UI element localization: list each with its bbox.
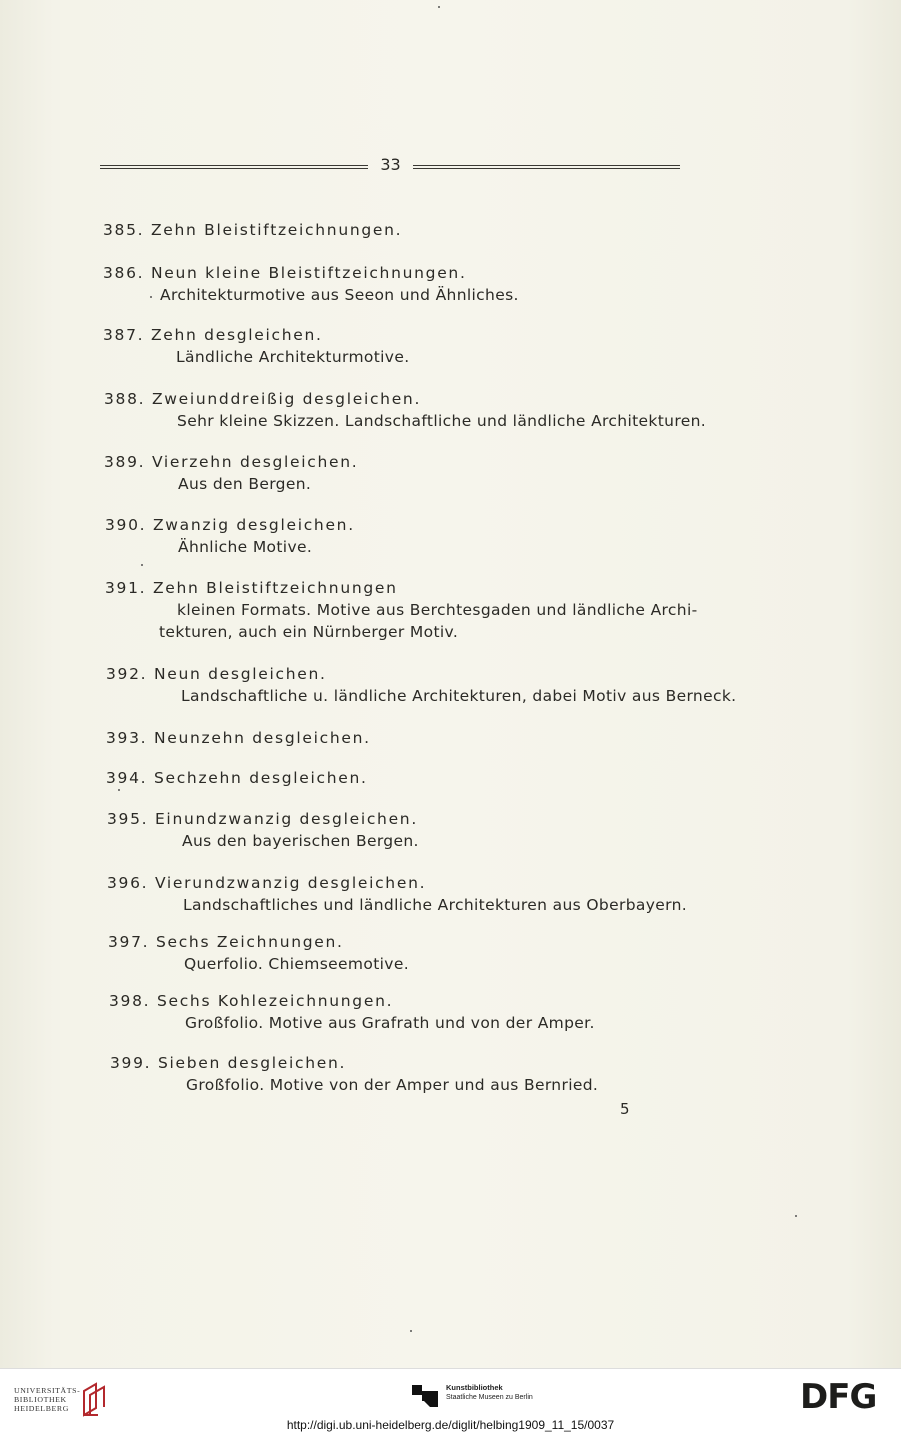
page-header [100,155,680,181]
entry-title: 391. Zehn Bleistiftzeichnungen [105,579,398,597]
entry-description: Ähnliche Motive. [178,538,313,556]
paper-speck [438,6,440,8]
catalog-entry-393 [106,727,371,749]
page-number: 33 [380,155,401,174]
digitization-footer [0,1368,901,1434]
entry-description: Großfolio. Motive von der Amper und aus Bernried. [186,1076,599,1094]
entry-description: Landschaftliches und ländliche Architekturen aus Oberbayern. [183,896,688,914]
catalog-entry-398 [109,990,595,1034]
entry-title: 397. Sechs Zeichnungen. [108,933,344,951]
catalog-entry-399 [110,1052,598,1096]
entry-title: 389. Vierzehn desgleichen. [104,453,359,471]
kunstbibliothek-name: Kunstbibliothek Staatliche Museen zu Berlin [446,1383,533,1401]
entry-description: tekturen, auch ein Nürnberger Motiv. [159,623,459,641]
catalog-entry-388 [104,388,706,432]
catalog-entry-394 [106,767,368,789]
entry-description: Ländliche Architekturmotive. [176,348,410,366]
entry-title: 394. Sechzehn desgleichen. [106,769,368,787]
catalog-entry-395 [107,808,419,852]
paper-speck [410,1330,412,1332]
entry-description: Sehr kleine Skizzen. Landschaftliche und ländliche Architekturen. [177,412,707,430]
entry-title: 388. Zweiunddreißig desgleichen. [104,390,422,408]
kunstbibliothek-logo-icon [412,1381,440,1411]
entry-title: 386. Neun kleine Bleistiftzeichnungen. [103,264,467,282]
catalog-entry-385 [103,219,402,241]
entry-title: 387. Zehn desgleichen. [103,326,323,344]
header-rule-right [413,165,680,169]
catalog-entry-389 [104,451,358,495]
ub-heidelberg-logo-icon [80,1381,110,1417]
entry-description: kleinen Formats. Motive aus Berchtesgaden und ländliche Archi- [177,601,698,619]
entry-description: Aus den bayerischen Bergen. [182,832,419,850]
header-rule-left [100,165,368,169]
catalog-entry-386 [103,262,519,306]
entry-title: 399. Sieben desgleichen. [110,1054,347,1072]
ub-heidelberg-name: UNIVERSITÄTS- BIBLIOTHEK HEIDELBERG [14,1386,81,1413]
entry-title: 390. Zwanzig desgleichen. [105,516,355,534]
entry-title: 393. Neunzehn desgleichen. [106,729,371,747]
source-url[interactable]: http://digi.ub.uni-heidelberg.de/diglit/helbing1909_11_15/0037 [286,1418,615,1432]
catalog-entry-392 [106,663,736,707]
catalog-entry-397 [108,931,409,975]
entry-title: 395. Einundzwanzig desgleichen. [107,810,418,828]
entry-description: Großfolio. Motive aus Grafrath und von der Amper. [185,1014,595,1032]
dfg-logo: DFG [800,1377,877,1417]
paper-speck [795,1215,797,1217]
entry-title: 398. Sechs Kohlezeichnungen. [109,992,394,1010]
paper-speck [118,789,120,791]
entry-title: 392. Neun desgleichen. [106,665,327,683]
entry-description: Architekturmotive aus Seeon und Ähnliches. [160,286,519,304]
entry-title: 385. Zehn Bleistiftzeichnungen. [103,221,403,239]
catalog-entry-391 [105,577,698,643]
catalog-entry-396 [107,872,687,916]
entry-description: Landschaftliche u. ländliche Architekturen, dabei Motiv aus Berneck. [181,687,737,705]
entry-description: Querfolio. Chiemseemotive. [184,955,409,973]
paper-speck [141,564,143,566]
catalog-entry-387 [103,324,410,368]
catalog-entry-390 [105,514,355,558]
entry-description: Aus den Bergen. [178,475,312,493]
entry-title: 396. Vierundzwanzig desgleichen. [107,874,427,892]
paper-speck [150,296,152,298]
signature-mark: 5 [620,1100,630,1118]
